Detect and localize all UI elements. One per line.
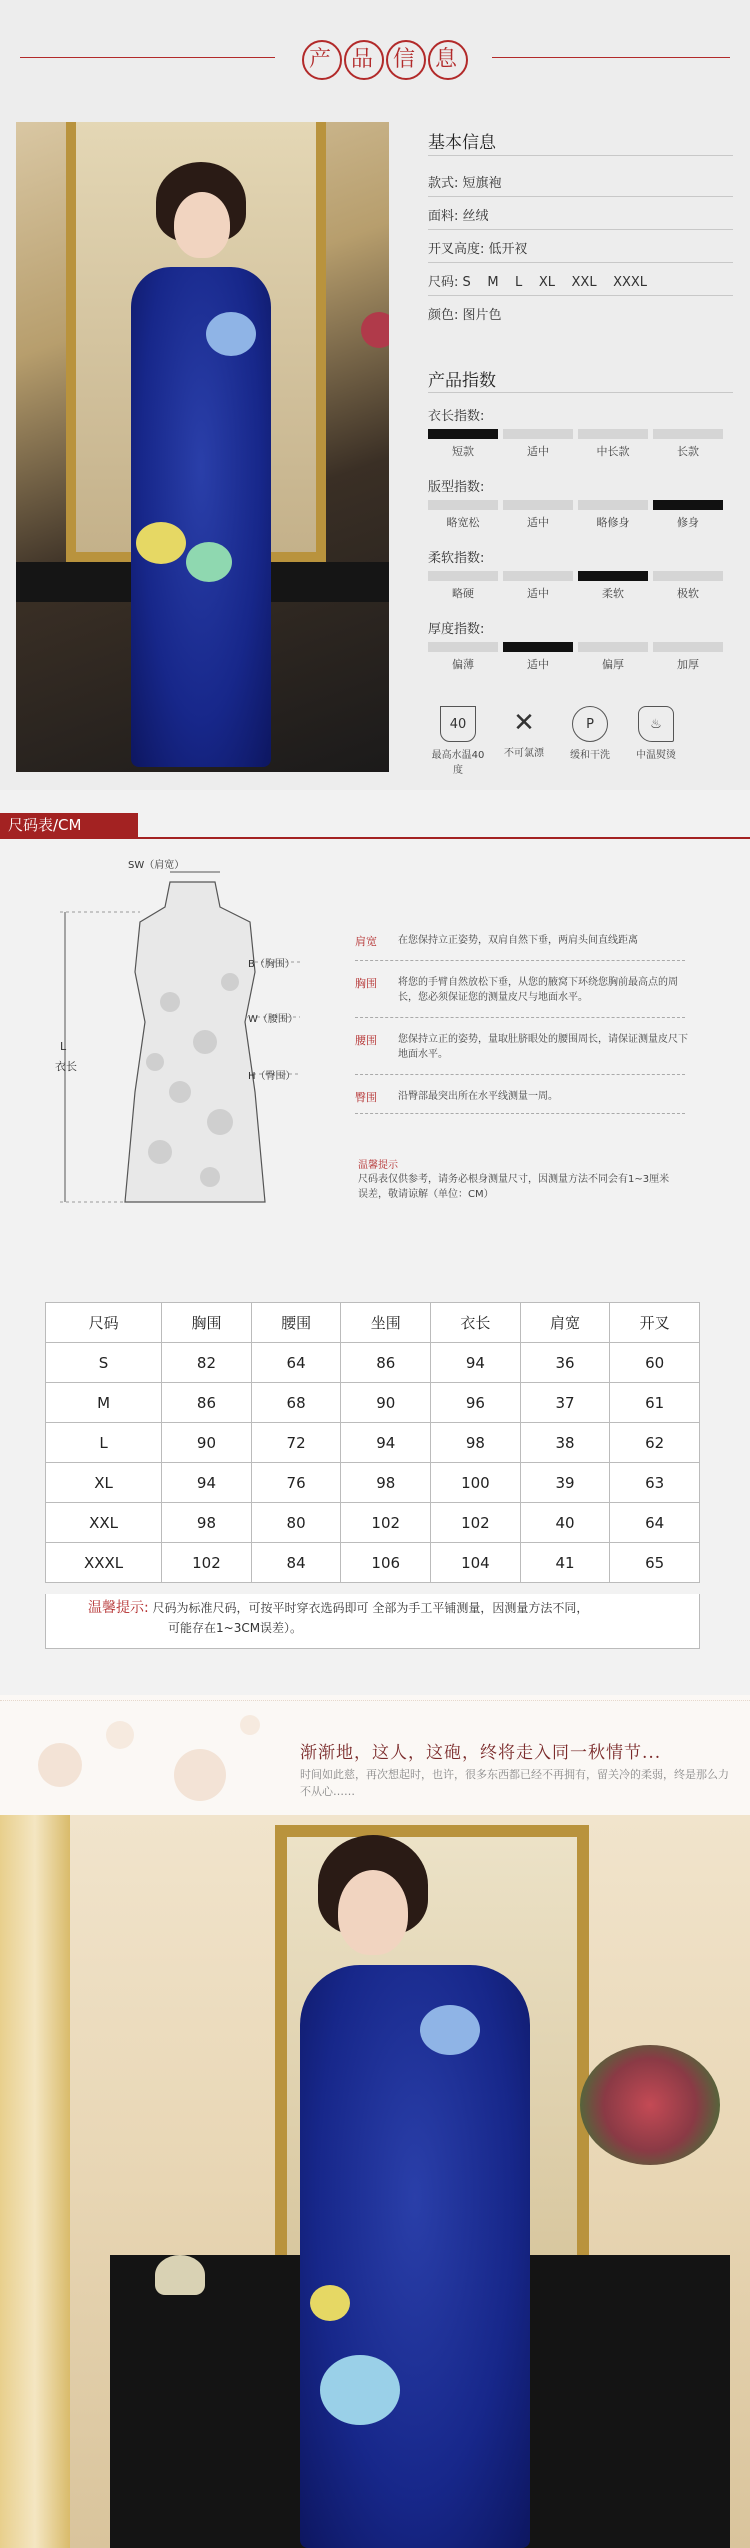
title-char: 息 bbox=[428, 40, 468, 80]
table-cell: 64 bbox=[610, 1503, 700, 1543]
title-char: 信 bbox=[386, 40, 426, 80]
dry-clean-icon: P bbox=[572, 706, 608, 742]
index-segment bbox=[428, 429, 498, 439]
table-cell: 86 bbox=[162, 1383, 252, 1423]
table-cell: 80 bbox=[251, 1503, 341, 1543]
divider bbox=[428, 196, 733, 197]
index-title: 衣长指数: bbox=[428, 409, 485, 424]
info-value: 低开衩 bbox=[488, 242, 528, 257]
table-cell: 90 bbox=[341, 1383, 431, 1423]
product-photo-lifestyle bbox=[0, 1815, 750, 2548]
dress-diagram bbox=[40, 862, 330, 1252]
column-header: 肩宽 bbox=[520, 1303, 610, 1343]
table-cell: 106 bbox=[341, 1543, 431, 1583]
table-cell: 90 bbox=[162, 1423, 252, 1463]
info-row-fabric bbox=[428, 205, 489, 224]
measure-name-waist: 腰围 bbox=[355, 1034, 377, 1047]
table-row bbox=[46, 1343, 700, 1383]
table-cell: 39 bbox=[520, 1463, 610, 1503]
banner-decoration bbox=[0, 1695, 280, 1815]
index-title: 版型指数: bbox=[428, 480, 485, 495]
index-title: 厚度指数: bbox=[428, 622, 485, 637]
table-cell: 60 bbox=[610, 1343, 700, 1383]
table-cell: 94 bbox=[341, 1423, 431, 1463]
index-option-label: 略修身 bbox=[596, 516, 630, 529]
blue-qipao bbox=[300, 1965, 530, 2548]
print-flower bbox=[136, 522, 186, 564]
index-segment bbox=[653, 429, 723, 439]
product-index-heading: 产品指数 bbox=[428, 371, 496, 391]
size-tip-box bbox=[45, 1594, 700, 1649]
table-row bbox=[46, 1503, 700, 1543]
index-option-label: 偏厚 bbox=[602, 658, 624, 671]
measure-name-hip: 臀围 bbox=[355, 1091, 377, 1104]
table-cell: 98 bbox=[341, 1463, 431, 1503]
column-header: 腰围 bbox=[251, 1303, 341, 1343]
index-option-label: 极软 bbox=[677, 587, 699, 600]
divider bbox=[428, 262, 733, 263]
care-label: 最高水温40度 bbox=[431, 750, 485, 776]
info-row-color bbox=[428, 304, 502, 323]
table-cell: 102 bbox=[431, 1503, 521, 1543]
size-chart-rule bbox=[0, 837, 750, 839]
care-wash bbox=[428, 706, 488, 776]
info-value: S M L XL XXL XXXL bbox=[462, 275, 648, 290]
table-row bbox=[46, 1383, 700, 1423]
care-no-bleach bbox=[494, 706, 554, 759]
table-cell: 38 bbox=[520, 1423, 610, 1463]
table-cell: S bbox=[46, 1343, 162, 1383]
index-segment bbox=[503, 642, 573, 652]
title-char: 品 bbox=[344, 40, 384, 80]
diagram-label-length: 衣长 bbox=[55, 1060, 77, 1073]
table-cell: 94 bbox=[431, 1343, 521, 1383]
care-label: 不可氯漂 bbox=[504, 748, 544, 759]
measure-text-hip: 沿臀部最突出所在水平线测量一周。 bbox=[398, 1091, 558, 1102]
table-cell: XXXL bbox=[46, 1543, 162, 1583]
index-option-label: 长款 bbox=[677, 445, 699, 458]
print-flower bbox=[320, 2355, 400, 2425]
diagram-label-sw: SW（肩宽） bbox=[128, 860, 185, 871]
banner-headline: 渐渐地，这人，这砲，终将走入同一秋情节... bbox=[300, 1743, 662, 1763]
tip-text-line-2: 可能存在1~3CM误差）。 bbox=[168, 1621, 303, 1635]
rose-vase bbox=[361, 312, 389, 348]
diagram-label-w: W（腰围） bbox=[248, 1014, 298, 1025]
measure-text-waist: 您保持立正的姿势，量取肚脐眼处的腰围周长，请保证测量皮尺下地面水平。 bbox=[398, 1034, 688, 1060]
index-segment bbox=[578, 429, 648, 439]
product-photo-front bbox=[16, 122, 389, 772]
size-chart-tag: 尺码表/CM bbox=[0, 813, 138, 837]
table-cell: 65 bbox=[610, 1543, 700, 1583]
reminder-title: 温馨提示 bbox=[358, 1160, 398, 1171]
title-char: 产 bbox=[302, 40, 342, 80]
table-cell: 94 bbox=[162, 1463, 252, 1503]
index-option-label: 适中 bbox=[527, 658, 549, 671]
table-cell: 104 bbox=[431, 1543, 521, 1583]
index-segment bbox=[653, 571, 723, 581]
index-option-label: 略宽松 bbox=[446, 516, 480, 529]
info-value: 丝绒 bbox=[462, 209, 489, 224]
index-option-label: 修身 bbox=[677, 516, 699, 529]
decor-jar bbox=[155, 2255, 205, 2295]
index-segment bbox=[503, 571, 573, 581]
column-header: 开叉 bbox=[610, 1303, 700, 1343]
measure-text-shoulder: 在您保持立正姿势，双肩自然下垂，两肩头间直线距离 bbox=[398, 935, 638, 946]
print-flower bbox=[206, 312, 256, 356]
info-value: 图片色 bbox=[462, 308, 502, 323]
table-cell: 36 bbox=[520, 1343, 610, 1383]
index-option-label: 适中 bbox=[527, 587, 549, 600]
index-segment bbox=[428, 500, 498, 510]
table-cell: 84 bbox=[251, 1543, 341, 1583]
index-title: 柔软指数: bbox=[428, 551, 485, 566]
table-cell: XL bbox=[46, 1463, 162, 1503]
divider bbox=[355, 1074, 685, 1075]
index-segment bbox=[428, 642, 498, 652]
table-cell: 64 bbox=[251, 1343, 341, 1383]
banner-dots bbox=[0, 1700, 750, 1702]
info-label: 款式: bbox=[428, 176, 459, 191]
index-option-label: 柔软 bbox=[602, 587, 624, 600]
care-label: 中温熨烫 bbox=[636, 750, 676, 761]
index-segment bbox=[503, 500, 573, 510]
table-cell: 62 bbox=[610, 1423, 700, 1463]
index-option-label: 中长款 bbox=[596, 445, 630, 458]
divider bbox=[428, 155, 733, 156]
measure-name-bust: 胸围 bbox=[355, 977, 377, 990]
measure-text-bust: 将您的手臂自然放松下垂，从您的腋窝下环绕您胸前最高点的周长，您必须保证您的测量皮尺与地面水平。 bbox=[398, 977, 678, 1003]
size-table-body bbox=[46, 1343, 700, 1583]
header-line-right bbox=[492, 57, 730, 58]
print-flower bbox=[186, 542, 232, 582]
table-cell: 41 bbox=[520, 1543, 610, 1583]
table-cell: 61 bbox=[610, 1383, 700, 1423]
diagram-label-l: L bbox=[60, 1040, 67, 1053]
divider bbox=[355, 1113, 685, 1114]
table-cell: 102 bbox=[341, 1503, 431, 1543]
print-flower bbox=[420, 2005, 480, 2055]
index-segment bbox=[578, 642, 648, 652]
index-segment bbox=[578, 500, 648, 510]
care-label: 缓和干洗 bbox=[570, 750, 610, 761]
column-header: 衣长 bbox=[431, 1303, 521, 1343]
table-cell: 96 bbox=[431, 1383, 521, 1423]
table-cell: 98 bbox=[162, 1503, 252, 1543]
divider bbox=[428, 392, 733, 393]
diagram-label-h: H（臀围） bbox=[248, 1071, 296, 1082]
info-value: 短旗袍 bbox=[462, 176, 502, 191]
face bbox=[338, 1870, 408, 1955]
table-cell: 63 bbox=[610, 1463, 700, 1503]
table-row bbox=[46, 1543, 700, 1583]
diagram-label-b: B（胸围） bbox=[248, 959, 295, 970]
table-cell: 76 bbox=[251, 1463, 341, 1503]
measure-name-shoulder: 肩宽 bbox=[355, 935, 377, 948]
section-title-product-info bbox=[295, 34, 475, 80]
table-cell: 86 bbox=[341, 1343, 431, 1383]
divider bbox=[428, 229, 733, 230]
info-row-slit bbox=[428, 238, 528, 257]
index-segment bbox=[503, 429, 573, 439]
info-label: 颜色: bbox=[428, 308, 459, 323]
table-cell: 37 bbox=[520, 1383, 610, 1423]
size-table-header bbox=[46, 1303, 700, 1343]
tip-text-line-1: 尺码为标准尺码，可按平时穿衣选码即可 全部为手工平铺测量，因测量方法不同， bbox=[152, 1601, 589, 1615]
index-option-label: 略硬 bbox=[452, 587, 474, 600]
header-line-left bbox=[20, 57, 275, 58]
index-segment bbox=[578, 571, 648, 581]
curtain-left bbox=[0, 1815, 70, 2548]
table-cell: 98 bbox=[431, 1423, 521, 1463]
divider bbox=[355, 960, 685, 961]
info-label: 开叉高度: bbox=[428, 242, 485, 257]
tip-label: 温馨提示: bbox=[88, 1600, 149, 1616]
care-dry-clean bbox=[560, 706, 620, 761]
table-cell: XXL bbox=[46, 1503, 162, 1543]
index-option-label: 偏薄 bbox=[452, 658, 474, 671]
basic-info-heading: 基本信息 bbox=[428, 133, 496, 153]
face bbox=[174, 192, 230, 258]
reminder-text: 尺码表仅供参考，请务必根身测量尺寸，因测量方法不同会有1~3厘米误差，敬请谅解（单位：CM） bbox=[358, 1174, 670, 1200]
rose-bouquet bbox=[580, 2045, 720, 2165]
index-option-label: 适中 bbox=[527, 445, 549, 458]
index-segment bbox=[428, 571, 498, 581]
table-row bbox=[46, 1423, 700, 1463]
size-table bbox=[45, 1302, 700, 1583]
care-iron bbox=[626, 706, 686, 761]
table-cell: L bbox=[46, 1423, 162, 1463]
divider bbox=[428, 295, 733, 296]
divider bbox=[355, 1017, 685, 1018]
index-option-label: 适中 bbox=[527, 516, 549, 529]
info-row-sizes bbox=[428, 271, 647, 290]
iron-icon: ♨ bbox=[638, 706, 674, 742]
table-cell: 100 bbox=[431, 1463, 521, 1503]
wash-40-icon: 40 bbox=[440, 706, 476, 742]
print-flower bbox=[310, 2285, 350, 2321]
index-segment bbox=[653, 642, 723, 652]
table-row bbox=[46, 1463, 700, 1503]
table-cell: M bbox=[46, 1383, 162, 1423]
column-header: 尺码 bbox=[46, 1303, 162, 1343]
table-cell: 102 bbox=[162, 1543, 252, 1583]
table-cell: 68 bbox=[251, 1383, 341, 1423]
banner-body: 时间如此慈，再次想起时，也许，很多东西都已经不再拥有，留关冷的柔弱，终是那么力不从心…… bbox=[300, 1768, 729, 1798]
index-segment bbox=[653, 500, 723, 510]
info-label: 尺码: bbox=[428, 275, 459, 290]
info-row-style bbox=[428, 172, 502, 191]
no-bleach-icon: ✕ bbox=[513, 708, 535, 738]
info-label: 面料: bbox=[428, 209, 459, 224]
table-cell: 40 bbox=[520, 1503, 610, 1543]
index-option-label: 加厚 bbox=[677, 658, 699, 671]
column-header: 坐围 bbox=[341, 1303, 431, 1343]
table-cell: 72 bbox=[251, 1423, 341, 1463]
column-header: 胸围 bbox=[162, 1303, 252, 1343]
table-cell: 82 bbox=[162, 1343, 252, 1383]
index-option-label: 短款 bbox=[452, 445, 474, 458]
